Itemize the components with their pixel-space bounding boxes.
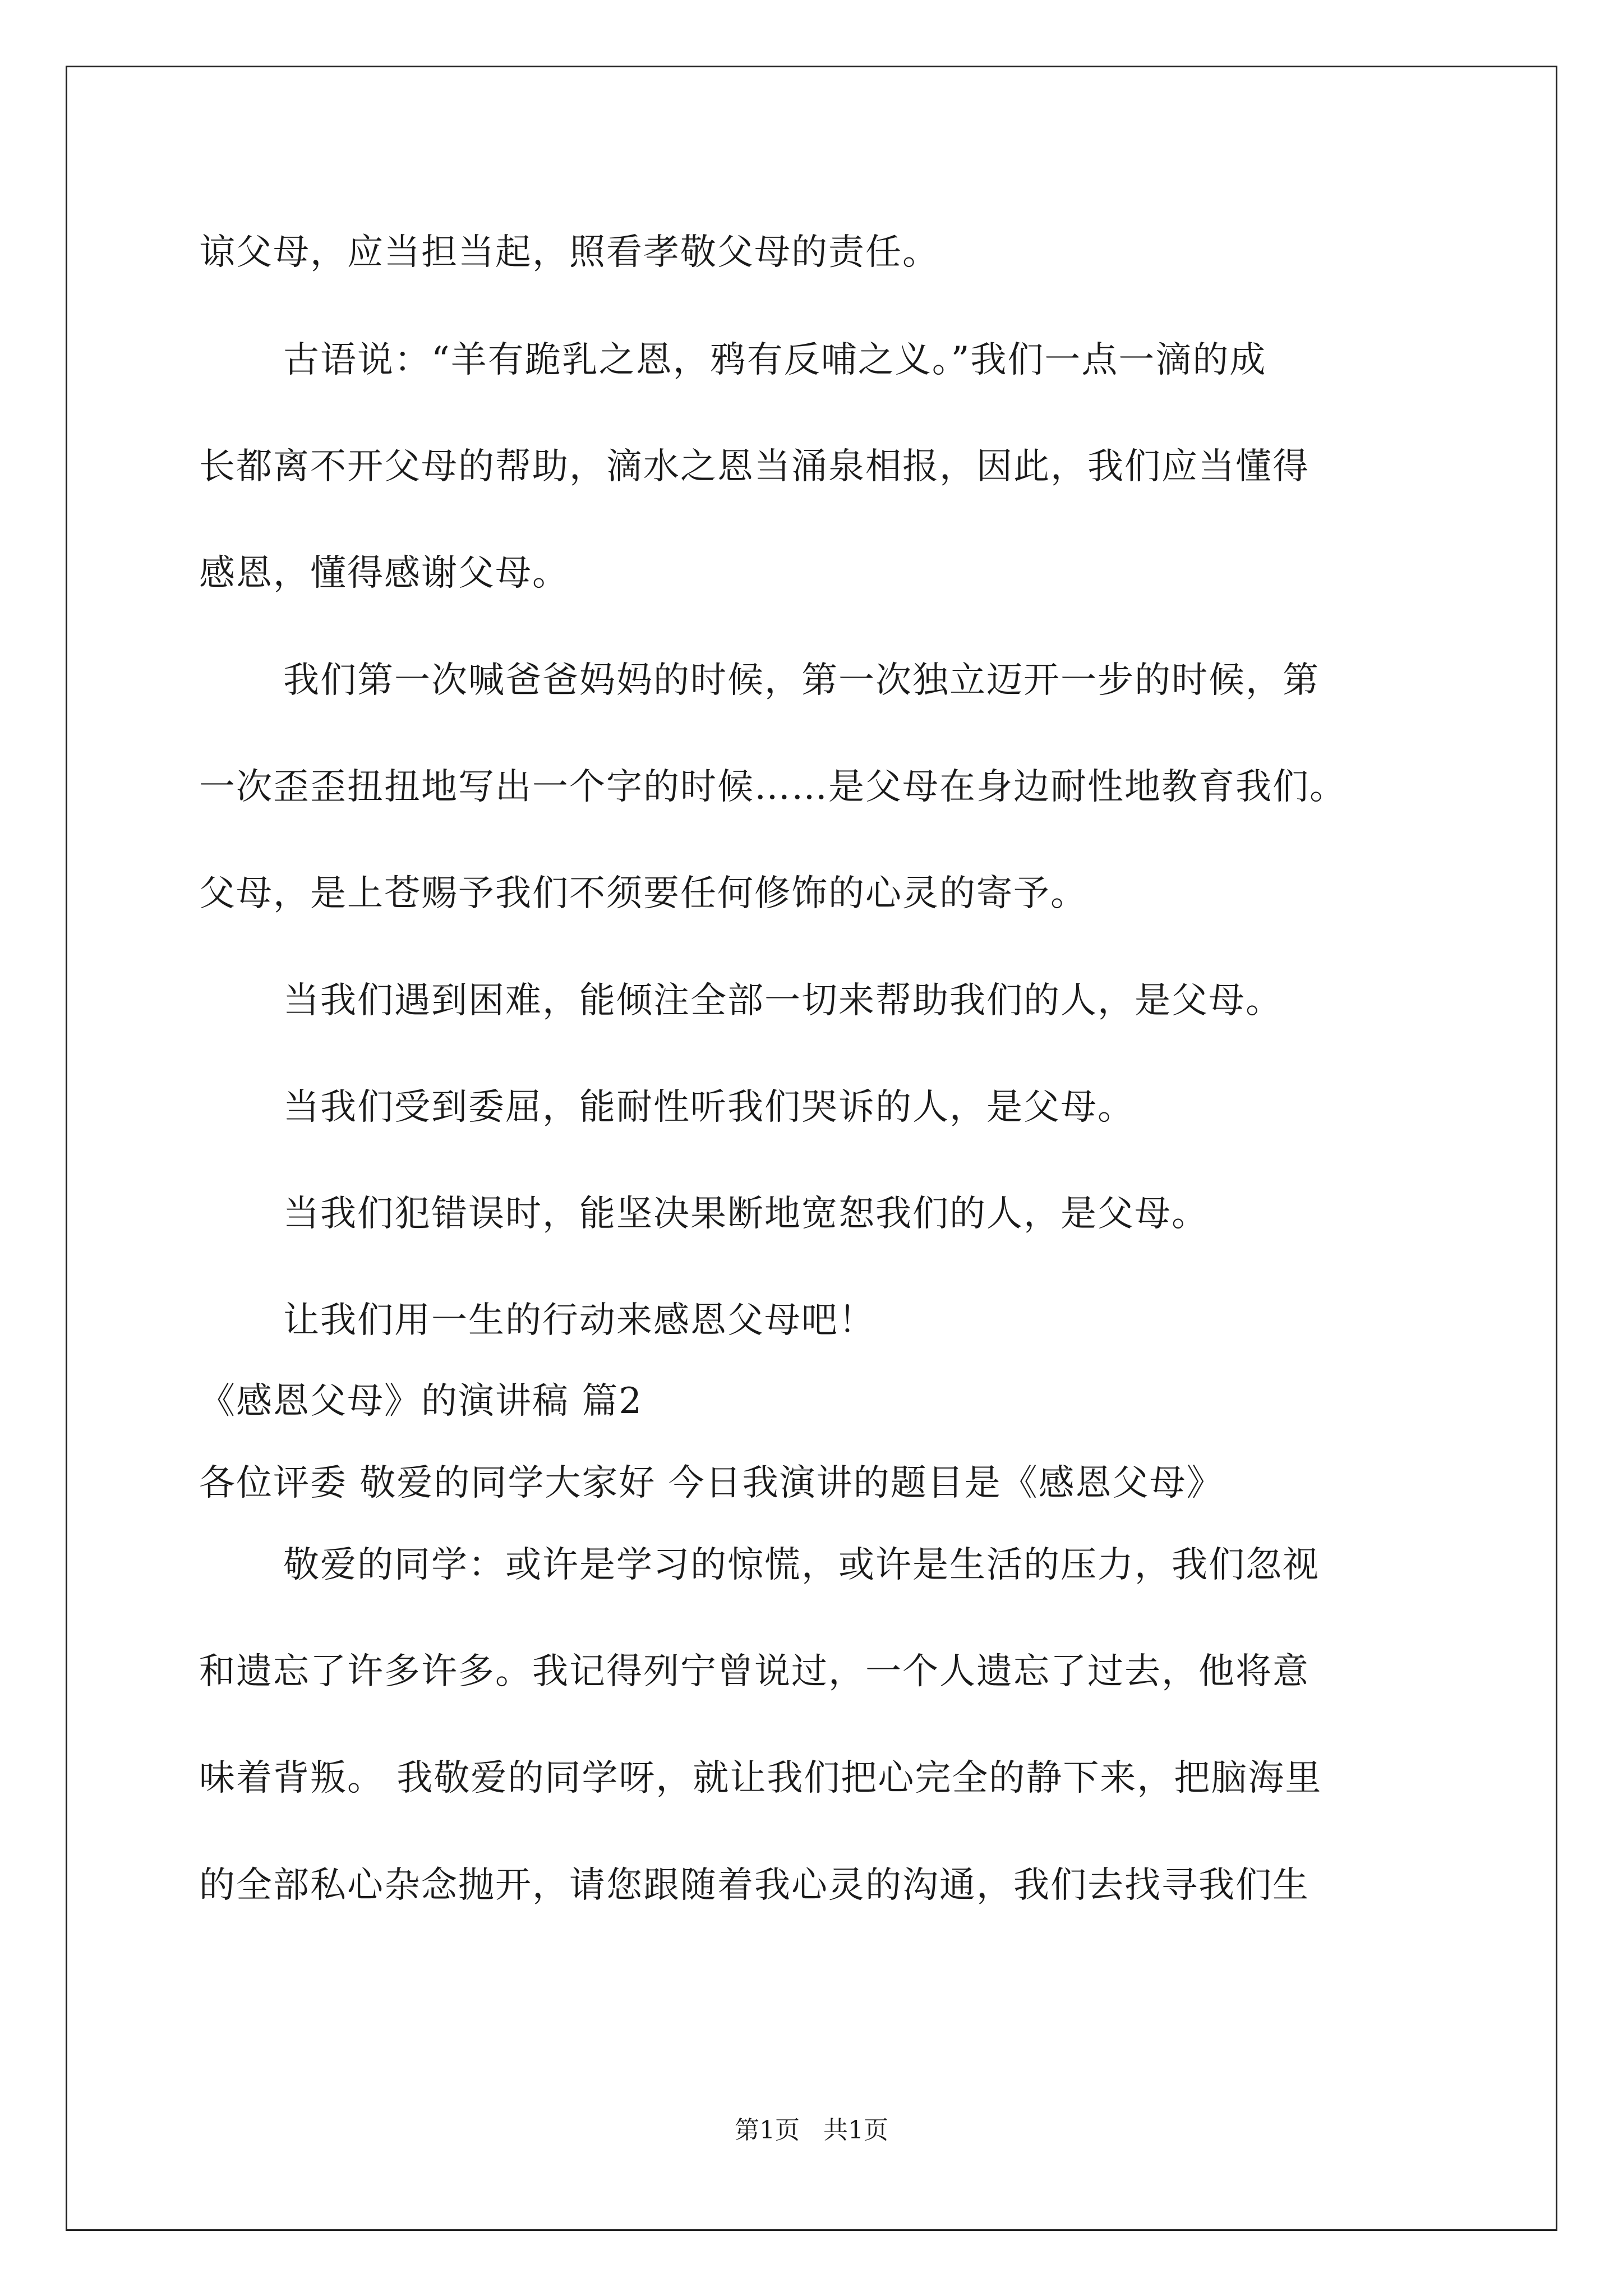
text-line: 谅父母，应当担当起，照看孝敬父母的责任。: [199, 232, 939, 273]
text-line: 当我们受到委屈，能耐性听我们哭诉的人，是父母。: [283, 1087, 1135, 1128]
text-line: 让我们用一生的行动来感恩父母吧！: [283, 1300, 875, 1341]
text-line: 当我们犯错误时，能坚决果断地宽恕我们的人，是父母。: [283, 1193, 1209, 1235]
text-line: 古语说：“羊有跪乳之恩，鸦有反哺之义。”我们一点一滴的成: [283, 339, 1267, 381]
section-heading: 《感恩父母》的演讲稿 篇2: [199, 1381, 643, 1422]
text-line: 敬爱的同学：或许是学习的惊慌，或许是生活的压力，我们忽视: [283, 1544, 1320, 1586]
text-line: 我们第一次喊爸爸妈妈的时候，第一次独立迈开一步的时候，第: [283, 660, 1320, 701]
text-line: 感恩，懂得感谢父母。: [199, 553, 569, 594]
text-line: 各位评委 敬爱的同学大家好 今日我演讲的题目是《感恩父母》: [199, 1462, 1224, 1504]
text-line: 的全部私心杂念抛开，请您跟随着我心灵的沟通，我们去找寻我们生: [199, 1865, 1310, 1906]
text-line: 当我们遇到困难，能倾注全部一切来帮助我们的人，是父母。: [283, 980, 1283, 1022]
text-line: 味着背叛。 我敬爱的同学呀，就让我们把心完全的静下来，把脑海里: [199, 1757, 1322, 1799]
text-line: 长都离不开父母的帮助，滴水之恩当涌泉相报，因此，我们应当懂得: [199, 446, 1310, 487]
page-number-footer: 第1页 共1页: [735, 2116, 888, 2145]
text-line: 和遗忘了许多许多。我记得列宁曾说过，一个人遗忘了过去，他将意: [199, 1651, 1310, 1692]
text-line: 一次歪歪扭扭地写出一个字的时候……是父母在身边耐性地教育我们。: [199, 766, 1347, 808]
text-line: 父母，是上苍赐予我们不须要任何修饰的心灵的寄予。: [199, 873, 1087, 914]
